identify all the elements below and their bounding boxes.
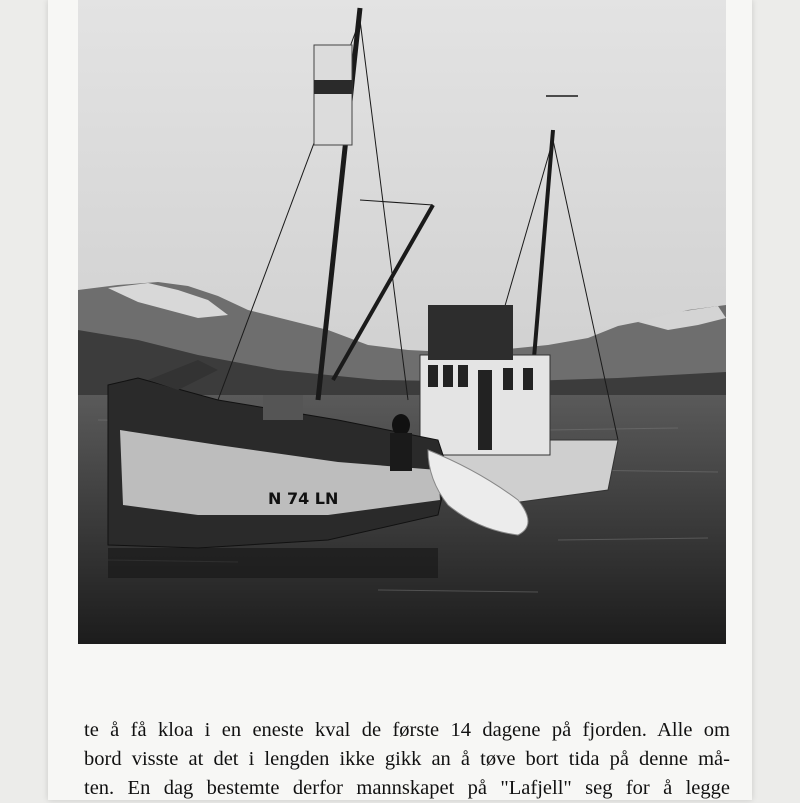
- crows-nest: [314, 45, 352, 145]
- boat-photograph: [78, 0, 726, 644]
- deck-winch: [263, 395, 303, 420]
- hull-marking: N 74 LN: [268, 489, 339, 508]
- book-page: [48, 0, 752, 800]
- text-line: bord visste at det i lengden ikke gikk an å tøve bort tida på denne må-: [84, 748, 730, 770]
- boat-reflection: [108, 548, 438, 578]
- wheelhouse-roof: [428, 305, 513, 360]
- body-text: [84, 716, 730, 803]
- fisherman-body: [390, 433, 412, 471]
- photo-illustration: [78, 0, 726, 644]
- crows-nest-band: [314, 80, 352, 94]
- text-line: ten. En dag bestemte derfor mannskapet på "Lafjell" seg for å legge: [84, 777, 730, 799]
- text-line: te å få kloa i en eneste kval de første 14 dagene på fjorden. Alle om: [84, 719, 730, 741]
- fisherman: [392, 414, 410, 436]
